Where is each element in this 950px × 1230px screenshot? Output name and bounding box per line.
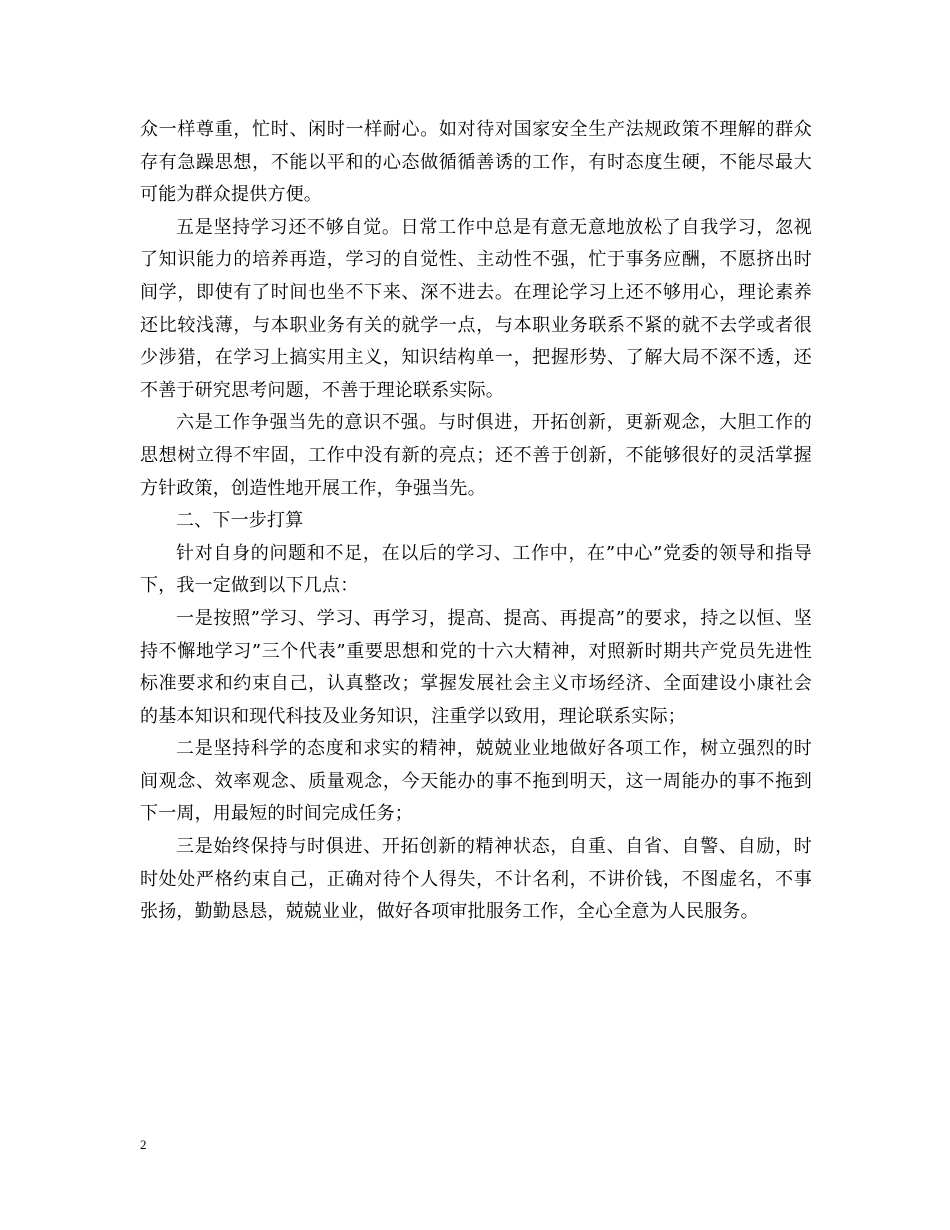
document-body (140, 114, 812, 929)
paragraph-plan-three: 三是始终保持与时俱进、开拓创新的精神状态，自重、自省、自警、自励，时时处处严格约束自己，正确对待个人得失，不计名利，不讲价钱，不图虚名，不事张扬，勤勤恳恳，兢兢业业，做好各项审批服务工作，全心全意为人民服务。 (140, 836, 812, 923)
page-number: 2 (140, 1137, 147, 1152)
paragraph-plan-one: 一是按照”学习、学习、再学习，提高、提高、再提高”的要求，持之以恒、坚持不懈地学习”三个代表”重要思想和党的十六大精神，对照新时期共产党员先进性标准要求和约束自己，认真整改；掌握发展社会主义市场经济、全面建设小康社会的基本知识和现代科技及业务知识，注重学以致用，理论联系实际； (140, 607, 812, 727)
paragraph-plan-two: 二是坚持科学的态度和求实的精神，兢兢业业地做好各项工作，树立强烈的时间观念、效率观念、质量观念，今天能办的事不拖到明天，这一周能办的事不拖到下一周，用最短的时间完成任务； (140, 738, 812, 825)
paragraph-continuation: 众一样尊重，忙时、闲时一样耐心。如对待对国家安全生产法规政策不理解的群众存有急躁思想，不能以平和的心态做循循善诱的工作，有时态度生硬，不能尽最大可能为群众提供方便。 (140, 119, 812, 206)
paragraph-intro: 针对自身的问题和不足，在以后的学习、工作中，在”中心”党委的领导和指导下，我一定做到以下几点： (140, 542, 812, 597)
section-heading-next-steps: 二、下一步打算 (176, 510, 304, 532)
paragraph-item-five: 五是坚持学习还不够自觉。日常工作中总是有意无意地放松了自我学习，忽视了知识能力的培养再造，学习的自觉性、主动性不强，忙于事务应酬，不愿挤出时间学，即使有了时间也坐不下来、深不进去。在理论学习上还不够用心，理论素养还比较浅薄，与本职业务有关的就学一点，与本职业务联系不紧的就不去学或者很少涉猎，在学习上搞实用主义，知识结构单一，把握形势、了解大局不深不透，还不善于研究思考问题，不善于理论联系实际。 (140, 216, 812, 401)
paragraph-item-six: 六是工作争强当先的意识不强。与时俱进，开拓创新，更新观念，大胆工作的思想树立得不牢固，工作中没有新的亮点；还不善于创新，不能够很好的灵活掌握方针政策，创造性地开展工作，争强当先。 (140, 412, 812, 499)
